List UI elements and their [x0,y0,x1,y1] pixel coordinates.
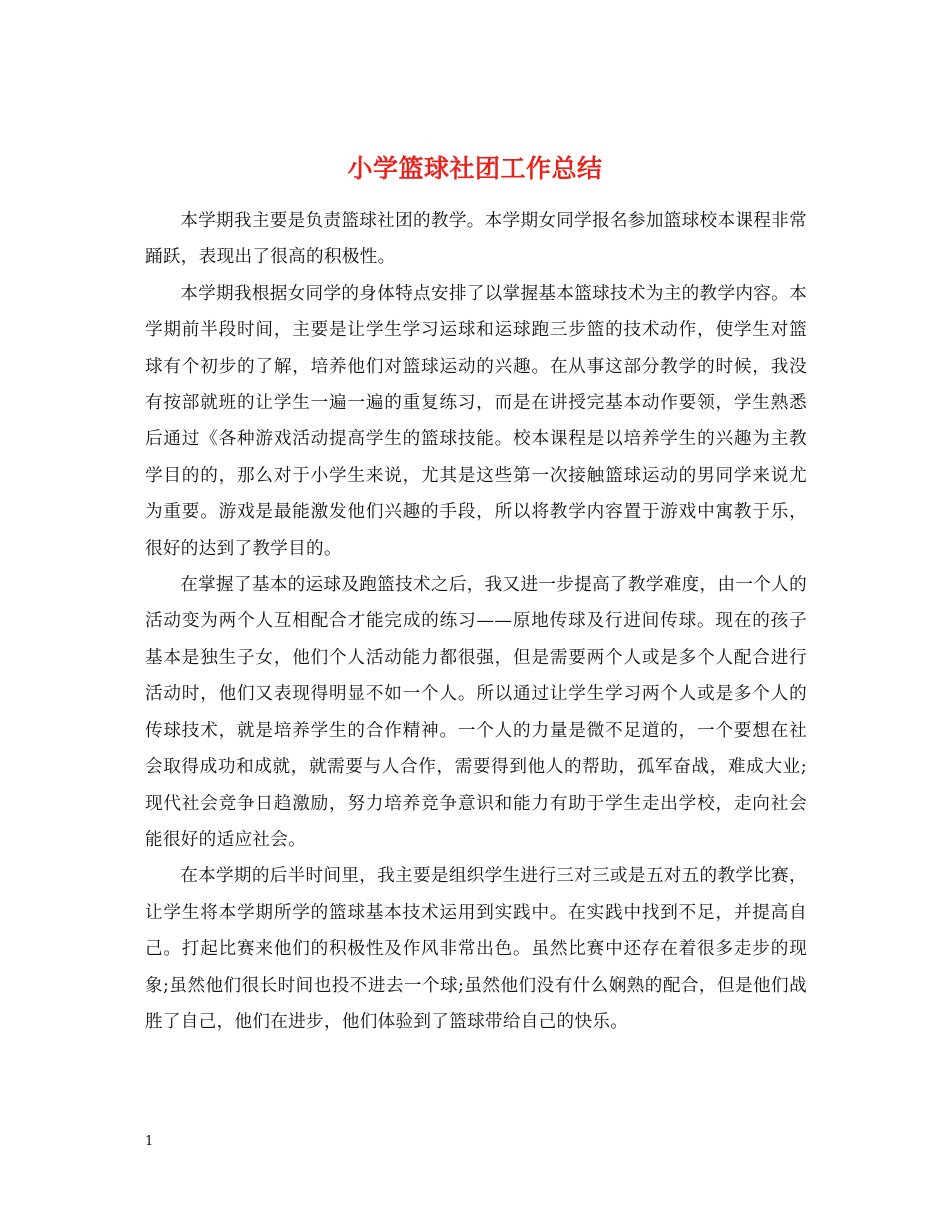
paragraph-1: 本学期我主要是负责篮球社团的教学。本学期女同学报名参加篮球校本课程非常踊跃，表现出了很高的积极性。 [145,211,807,268]
paragraph-2: 本学期我根据女同学的身体特点安排了以掌握基本篮球技术为主的教学内容。本学期前半段时间，主要是让学生学习运球和运球跑三步篮的技术动作，使学生对篮球有个初步的了解，培养他们对篮球运动的兴趣。在从事这部分教学的时候，我没有按部就班的让学生一遍一遍的重复练习，而是在讲授完基本动作要领，学生熟悉后通过《各种游戏活动提高学生的篮球技能。校本课程是以培养学生的兴趣为主教学目的的，那么对于小学生来说，尤其是这些第一次接触篮球运动的男同学来说尤为重要。游戏是最能激发他们兴趣的手段，所以将教学内容置于游戏中寓教于乐，很好的达到了教学目的。 [145,283,807,559]
document-body [145,203,807,1040]
paragraph-4: 在本学期的后半时间里，我主要是组织学生进行三对三或是五对五的教学比赛，让学生将本学期所学的篮球基本技术运用到实践中。在实践中找到不足，并提高自己。打起比赛来他们的积极性及作风非常出色。虽然比赛中还存在着很多走步的现象;虽然他们很长时间也投不进去一个球;虽然他们没有什么娴熟的配合，但是他们战胜了自己，他们在进步，他们体验到了篮球带给自己的快乐。 [145,866,807,1032]
document-title: 小学篮球社团工作总结 [347,153,603,183]
paragraph-3: 在掌握了基本的运球及跑篮技术之后，我又进一步提高了教学难度，由一个人的活动变为两个人互相配合才能完成的练习——原地传球及行进间传球。现在的孩子基本是独生子女，他们个人活动能力都很强，但是需要两个人或是多个人配合进行活动时，他们又表现得明显不如一个人。所以通过让学生学习两个人或是多个人的传球技术，就是培养学生的合作精神。一个人的力量是微不足道的，一个要想在社会取得成功和成就，就需要与人合作，需要得到他人的帮助，孤军奋战，难成大业;现代社会竞争日趋激励，努力培养竞争意识和能力有助于学生走出学校，走向社会能很好的适应社会。 [145,575,807,850]
page-number: 1 [145,1134,154,1149]
